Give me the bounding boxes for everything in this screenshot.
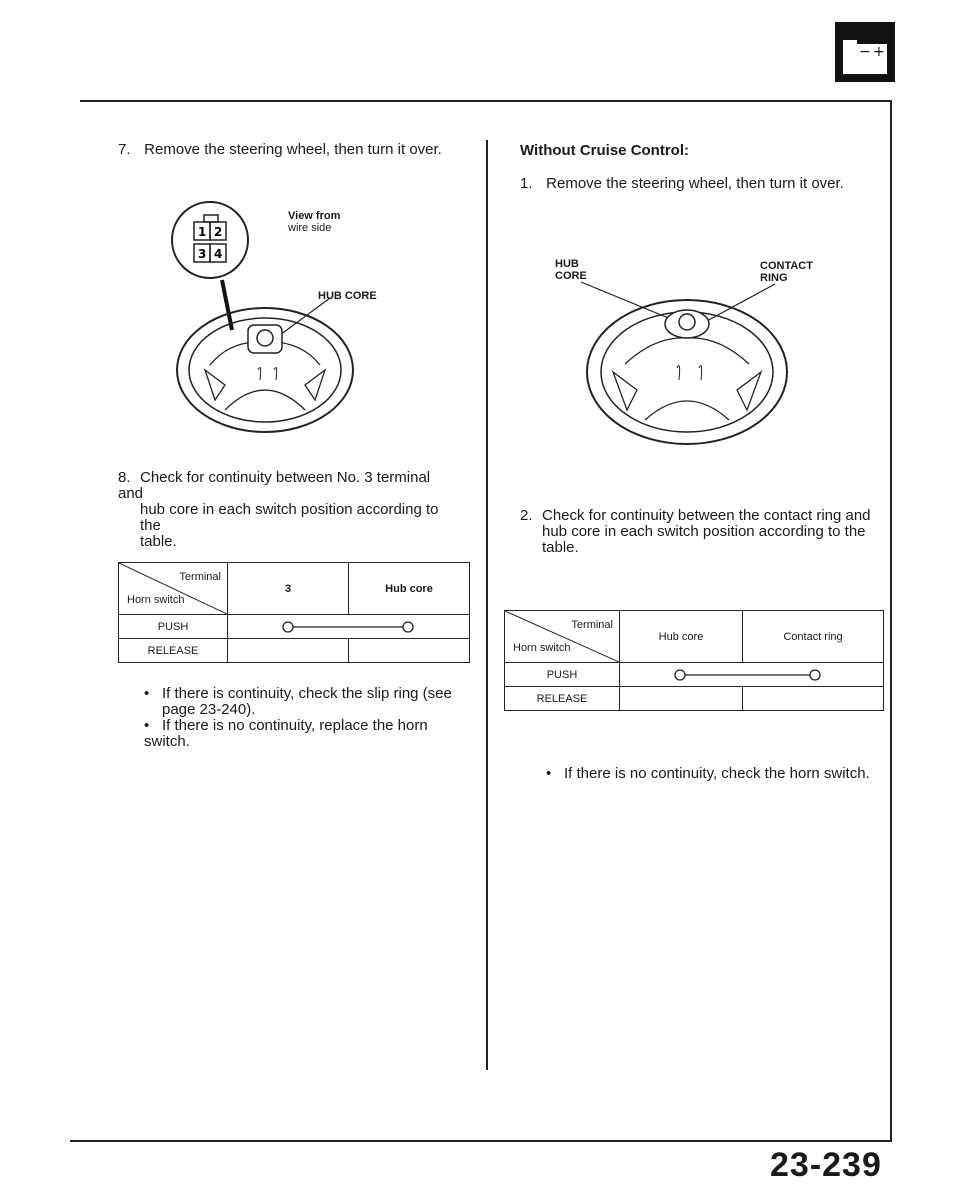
right-bullets: • If there is no continuity, check the horn switch. — [546, 765, 870, 782]
table-header-corner: Terminal Horn switch — [119, 563, 228, 615]
continuity-table-left — [118, 562, 470, 663]
row-label: RELEASE — [505, 687, 620, 711]
section-heading: Without Cruise Control: — [520, 142, 690, 159]
steering-wheel-left — [170, 270, 360, 440]
battery-plus: + — [873, 44, 885, 60]
hub-core-label: HUB CORE — [318, 290, 377, 302]
svg-text:4: 4 — [214, 247, 223, 261]
battery-minus: − — [859, 44, 871, 60]
step-7: 7. Remove the steering wheel, then turn it over. — [118, 141, 442, 158]
col-header: Hub core — [620, 611, 743, 663]
table-header-corner: Terminal Horn switch — [505, 611, 620, 663]
top-rule — [80, 100, 892, 102]
continuity-mark — [228, 615, 470, 639]
col-header: Hub core — [349, 563, 470, 615]
step-8: 8. Check for continuity between No. 3 terminal and hub core in each switch position according to the table. — [118, 469, 439, 550]
svg-text:2: 2 — [214, 225, 223, 239]
right-rule — [890, 100, 892, 1142]
contact-ring-label: CONTACT RING — [760, 260, 813, 284]
row-label: PUSH — [119, 615, 228, 639]
bottom-rule — [70, 1140, 892, 1142]
svg-text:3: 3 — [198, 247, 207, 261]
steering-wheel-right — [575, 272, 795, 452]
row-label: PUSH — [505, 663, 620, 687]
svg-text:1: 1 — [198, 225, 207, 239]
step-2: 2. Check for continuity between the contact ring and hub core in each switch position according to the table. — [520, 507, 871, 556]
continuity-table-right — [504, 610, 884, 711]
view-label: View from wire side — [288, 210, 341, 234]
page-number: 23-239 — [770, 1146, 882, 1184]
left-bullets: • If there is continuity, check the slip ring (see page 23-240). • If there is no continuity, replace the horn switch. — [144, 685, 452, 750]
row-label: RELEASE — [119, 639, 228, 663]
col-header: Contact ring — [743, 611, 884, 663]
hub-core-label-right: HUB CORE — [555, 258, 587, 282]
step-1: 1. Remove the steering wheel, then turn it over. — [520, 175, 844, 192]
column-divider — [486, 140, 488, 1070]
col-header: 3 — [228, 563, 349, 615]
continuity-mark — [620, 663, 884, 687]
battery-icon — [835, 22, 895, 82]
